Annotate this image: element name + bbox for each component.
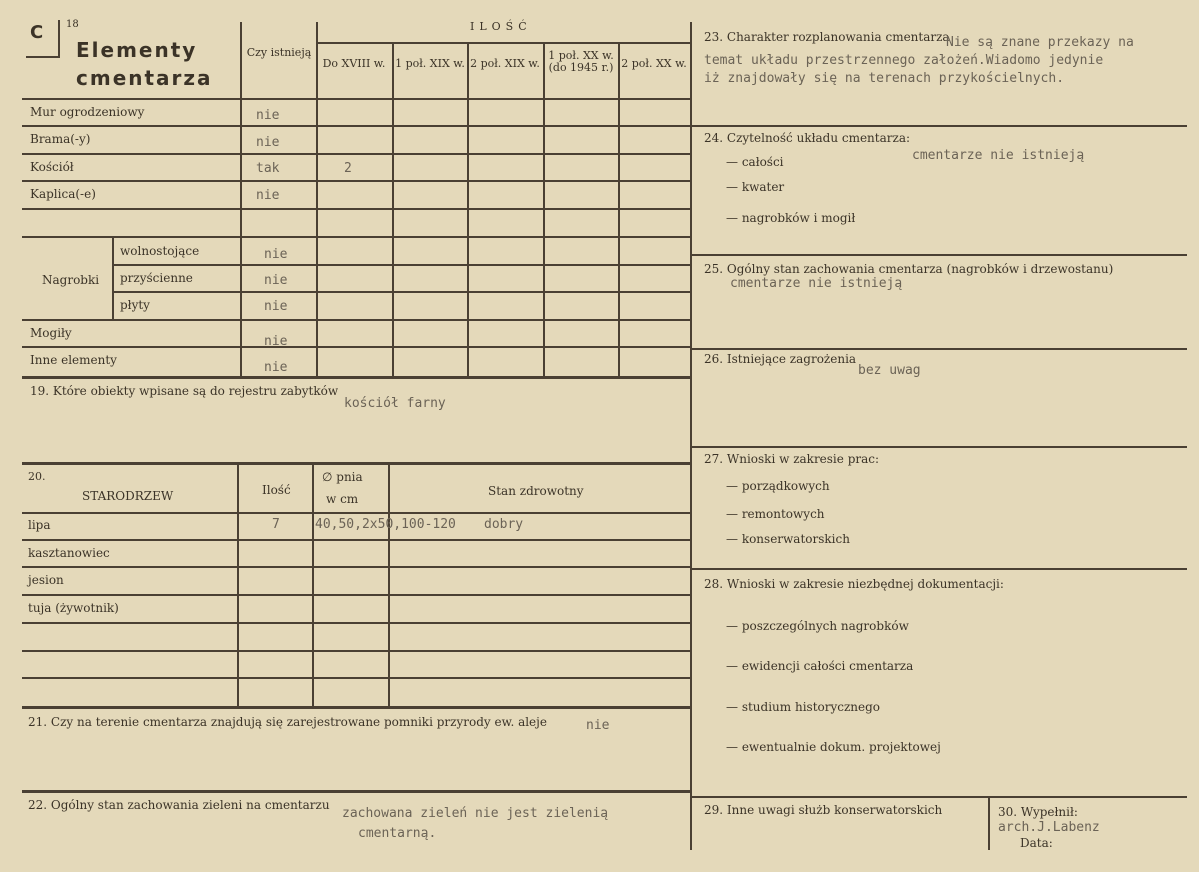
q28-item: — studium historycznego [726,700,881,714]
q24-item: — kwater [726,180,785,194]
tombstone-exists-value: nie [264,299,288,314]
q28-item: — ewentualnie dokum. projektowej [726,740,941,754]
element-quantity-value: 2 [344,161,352,176]
grid-line [22,650,690,652]
grid-line [22,677,690,679]
q27-item: — remontowych [726,507,825,521]
grid-line [388,465,390,708]
grid-line [22,566,690,568]
tombstone-type-label: przyścienne [120,271,193,285]
section-title-line2: cmentarza [76,66,213,90]
q23-answer-line1: Nie są znane przekazy na [946,35,1134,50]
other-elements-label: Inne elementy [30,353,117,367]
q30-label: 30. Wypełnił: [998,805,1078,819]
q24-label: 24. Czytelność układu cmentarza: [704,131,911,145]
grid-line [692,796,1187,798]
tombstones-label: Nagrobki [42,273,100,287]
grid-line [692,254,1187,256]
grid-line [22,98,690,100]
grid-line [316,22,318,376]
grid-line [692,568,1187,570]
q22-answer-line1: zachowana zieleń nie jest zielenią [342,806,609,821]
section-title-line1: Elementy [76,38,198,62]
section-letter: C [30,22,44,43]
q28-label: 28. Wnioski w zakresie niezbędnej dokumentacji: [704,577,1004,591]
q21-answer: nie [586,718,610,733]
trees-name-header: STARODRZEW [82,489,174,503]
element-exists-value: tak [256,161,280,176]
tombstone-type-label: wolnostojące [120,244,200,258]
grid-line [22,208,690,210]
q22-label: 22. Ogólny stan zachowania zieleni na cmentarzu [28,798,330,812]
trees-qty-header: Ilość [262,483,291,497]
grid-line [22,346,690,348]
q25-answer: cmentarze nie istnieją [730,276,903,291]
period-header: 1 poł. XIX w. [395,57,465,70]
tree-name: tuja (żywotnik) [28,601,119,615]
exists-column-header: Czy istnieją [246,46,312,59]
grid-line [22,622,690,624]
q28-item: — poszczególnych nagrobków [726,619,909,633]
q27-item: — porządkowych [726,479,830,493]
grid-line [22,790,690,793]
section-mark [58,20,60,58]
tombstone-exists-value: nie [264,273,288,288]
grid-line [22,376,690,379]
trees-diameter-header-line2: w cm [326,492,359,506]
q22-answer-line2: cmentarną. [358,826,437,841]
main-divider [690,22,692,850]
quantity-header: ILOŚĆ [470,20,532,33]
q19-answer: kościół farny [344,396,446,411]
q29-label: 29. Inne uwagi służb konserwatorskich [704,803,943,817]
graves-label: Mogiły [30,326,72,340]
tree-diameter: 40,50,2x50,100-120 [315,517,456,532]
tombstone-exists-value: nie [264,247,288,262]
q20-number: 20. [28,470,46,483]
q24-answer: cmentarze nie istnieją [912,148,1085,163]
q23-label: 23. Charakter rozplanowania cmentarza [704,30,950,44]
grid-line [22,462,690,465]
q24-item: — nagrobków i mogił [726,211,856,225]
section-number: 18 [66,19,79,30]
grid-line [112,237,114,319]
q21-label: 21. Czy na terenie cmentarza znajdują się zarejestrowane pomniki przyrody ew. aleje [28,715,547,729]
q30-date-label: Data: [1020,836,1053,850]
section-mark [26,56,60,58]
trees-state-header: Stan zdrowotny [488,484,584,498]
element-label: Kaplica(-e) [30,187,96,201]
period-header: 1 poł. XX w. (do 1945 r.) [548,49,614,74]
q25-label: 25. Ogólny stan zachowania cmentarza (nagrobków i drzewostanu) [704,262,1114,276]
grid-line [22,512,690,514]
grid-line [112,264,690,266]
q26-label: 26. Istniejące zagrożenia [704,352,857,366]
grid-line [22,706,690,709]
period-header: 2 poł. XX w. [621,57,687,70]
q23-answer-line2: temat układu przestrzennego założeń.Wiadomo jedynie [704,53,1104,68]
q27-label: 27. Wnioski w zakresie prac: [704,452,880,466]
q30-filled-by: arch.J.Labenz [998,820,1100,835]
grid-line [22,180,690,182]
graves-exists-value: nie [264,334,288,349]
grid-line [22,153,690,155]
grid-line [22,594,690,596]
period-header: Do XVIII w. [322,57,386,70]
period-header: 2 poł. XIX w. [470,57,540,70]
grid-line [692,125,1187,127]
element-label: Mur ogrodzeniowy [30,105,145,119]
element-exists-value: nie [256,188,280,203]
q19-label: 19. Które obiekty wpisane są do rejestru zabytków [30,384,339,398]
tree-name: lipa [28,518,51,532]
grid-line [988,798,990,850]
q24-item: — całości [726,155,784,169]
grid-line [22,125,690,127]
q23-answer-line3: iż znajdowały się na terenach przykościelnych. [704,71,1065,86]
grid-line [316,42,690,44]
q27-item: — konserwatorskich [726,532,850,546]
tree-name: kasztanowiec [28,546,110,560]
element-label: Brama(-y) [30,132,91,146]
grid-line [240,22,242,376]
tombstone-type-label: płyty [120,298,150,312]
tree-name: jesion [28,573,64,587]
grid-line [22,539,690,541]
tree-state: dobry [484,517,524,532]
grid-line [312,465,314,708]
q26-answer: bez uwag [858,363,921,378]
grid-line [692,446,1187,448]
grid-line [22,319,690,321]
grid-line [112,291,690,293]
tree-qty: 7 [272,517,280,532]
other-elements-exists-value: nie [264,360,288,375]
grid-line [237,465,239,708]
trees-diameter-header-line1: ∅ pnia [322,470,363,484]
grid-line [692,348,1187,350]
q28-item: — ewidencji całości cmentarza [726,659,914,673]
grid-line [22,236,690,238]
element-exists-value: nie [256,135,280,150]
element-label: Kościół [30,160,74,174]
element-exists-value: nie [256,108,280,123]
